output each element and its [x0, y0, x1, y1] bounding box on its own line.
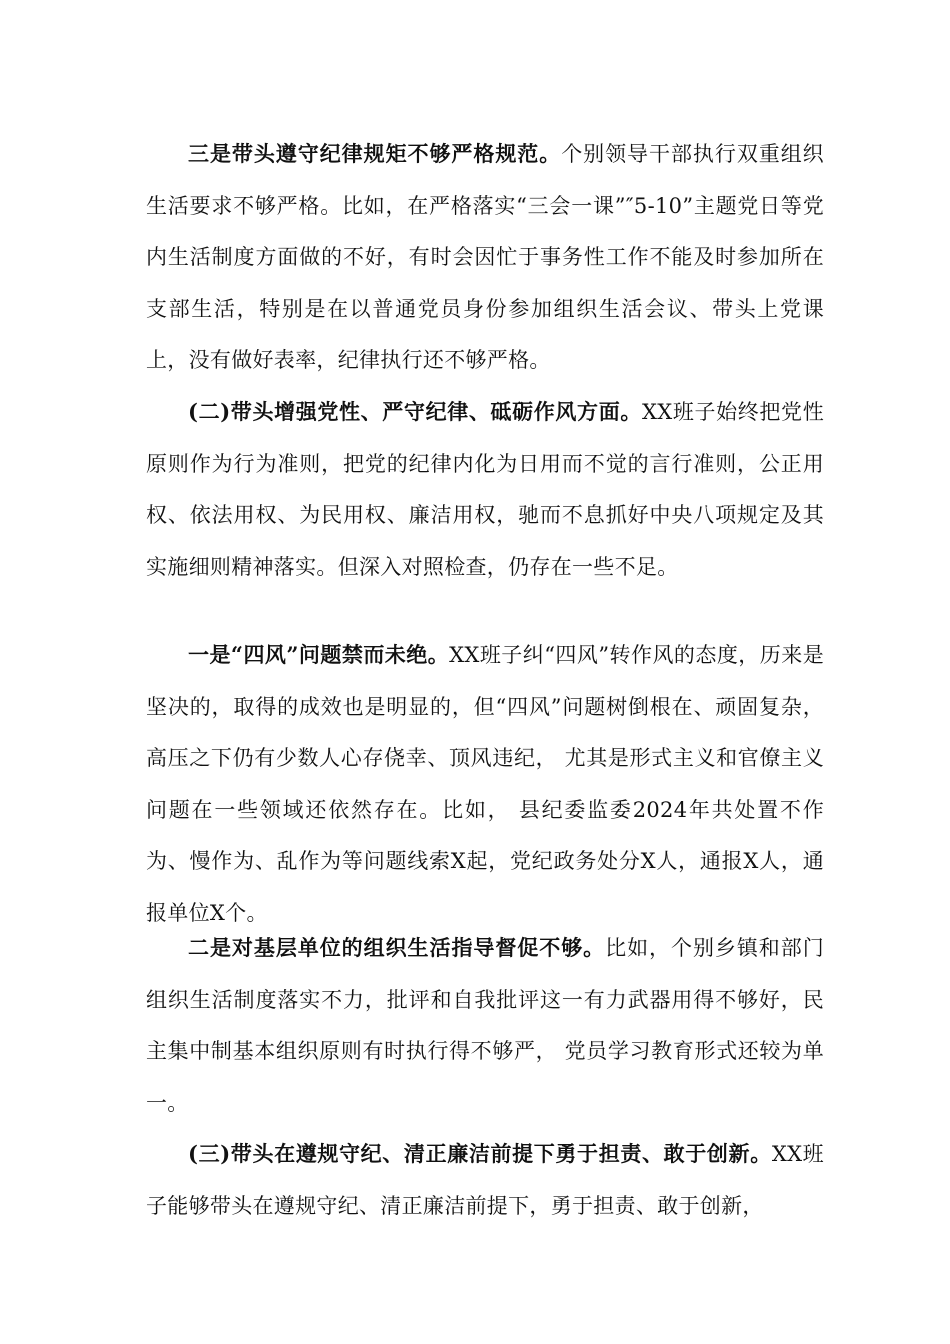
- paragraph-body: 个别领导干部执行双重组织生活要求不够严格。比如，在严格落实“三会一课”″5-10”主题党日等党内生活制度方面做的不好，有时会因忙于事务性工作不能及时参加所在支部生活，特别是在以普通党员身份参加组织生活会议、带头上党课上，没有做好表率，纪律执行还不够严格。: [146, 142, 824, 373]
- paragraph-body: XX班子纠“四风”转作风的态度，历来是坚决的，取得的成效也是明显的，但“四风”问题树倒根在、顽固复杂，高压之下仍有少数人心存侥幸、顶风违纪， 尤其是形式主义和官僚主义问题在一些领域还依然存在。比如， 县纪委监委2024年共处置不作为、慢作为、乱作为等问题线索X起，党纪政务处分X人，通报X人，通报单位X个。: [146, 643, 824, 925]
- paragraph-body: 比如，个别乡镇和部门组织生活制度落实不力，批评和自我批评这一有力武器用得不够好，民主集中制基本组织原则有时执行得不够严， 党员学习教育形式还较为单一。: [146, 936, 825, 1115]
- section-title: (二)带头增强党性、严守纪律、砥砺作风方面。: [188, 399, 642, 424]
- paragraph-grassroots-guidance: [146, 922, 824, 1129]
- paragraph-four-winds: [146, 629, 824, 940]
- paragraph-body: XX班子能够带头在遵规守纪、清正廉洁前提下，勇于担责、敢于创新，: [146, 1142, 824, 1218]
- section-heading-two: [146, 386, 824, 593]
- paragraph-lead: 二是对基层单位的组织生活指导督促不够。: [188, 935, 606, 960]
- paragraph-lead: 三是带头遵守纪律规矩不够严格规范。: [188, 141, 562, 166]
- paragraph-discipline-rules: [146, 128, 824, 387]
- paragraph-lead: 一是“四风”问题禁而未绝。: [188, 642, 450, 667]
- section-title: (三)带头在遵规守纪、清正廉洁前提下勇于担责、敢于创新。: [188, 1141, 772, 1166]
- paragraph-body: XX班子始终把党性原则作为行为准则，把党的纪律内化为日用而不觉的言行准则，公正用权、依法用权、为民用权、廉洁用权，驰而不息抓好中央八项规定及其实施细则精神落实。但深入对照检查，仍存在一些不足。: [146, 400, 824, 579]
- section-heading-three: [146, 1128, 824, 1232]
